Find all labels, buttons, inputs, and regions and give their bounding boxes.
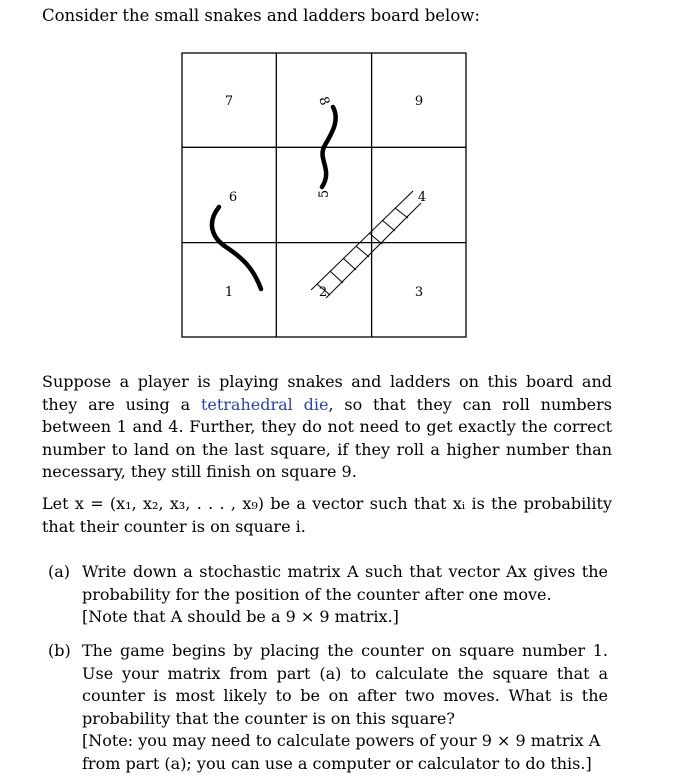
square-label-3: 3 (414, 285, 424, 300)
part-a-note: [Note that A should be a 9 × 9 matrix.] (82, 607, 399, 627)
part-b-note: [Note: you may need to calculate powers of your 9 × 9 matrix A from part (a); you can use a computer or calculator to do this.] (82, 731, 601, 773)
rules-text-before: Suppose a player is playing snakes and ladders on this board and they are using a (42, 372, 612, 414)
snakes-ladders-board (181, 52, 467, 338)
square-label-5: 5 (317, 189, 332, 199)
part-b-label: (b) (48, 641, 71, 660)
tetrahedral-die-link[interactable]: tetrahedral die (200, 394, 329, 414)
rules-paragraph (42, 371, 612, 484)
square-label-6: 6 (228, 190, 238, 205)
rules-text-after: , so that they can roll numbers between 1 and 4. Further, they do not need to get exactly the correct number to land on the last square, if they roll a higher number than necessary, they still finish on square 9. (42, 394, 612, 482)
snake-6-to-1 (212, 207, 261, 289)
square-label-2: 2 (318, 285, 328, 300)
square-label-1: 1 (224, 285, 234, 300)
part-a (48, 561, 608, 629)
vector-definition: Let x = (x₁, x₂, x₃, . . . , x₉) be a vector such that xᵢ is the probability that their counter is on square i. (42, 494, 612, 536)
square-label-7: 7 (224, 94, 234, 109)
square-label-9: 9 (414, 94, 424, 109)
square-label-8: 8 (315, 94, 332, 108)
intro-text: Consider the small snakes and ladders board below: (42, 6, 480, 25)
part-b-body: The game begins by placing the counter on square number 1. Use your matrix from part (a) to calculate the square that a counter is most likely to be on after two moves. What is the probability that the counter is on this square? (82, 641, 608, 728)
part-b (48, 640, 608, 776)
part-a-label: (a) (48, 562, 71, 581)
square-label-4: 4 (417, 190, 427, 205)
part-a-body: Write down a stochastic matrix A such that vector Ax gives the probability for the position of the counter after one move. (82, 562, 608, 604)
ladder-2-to-4 (311, 191, 424, 300)
